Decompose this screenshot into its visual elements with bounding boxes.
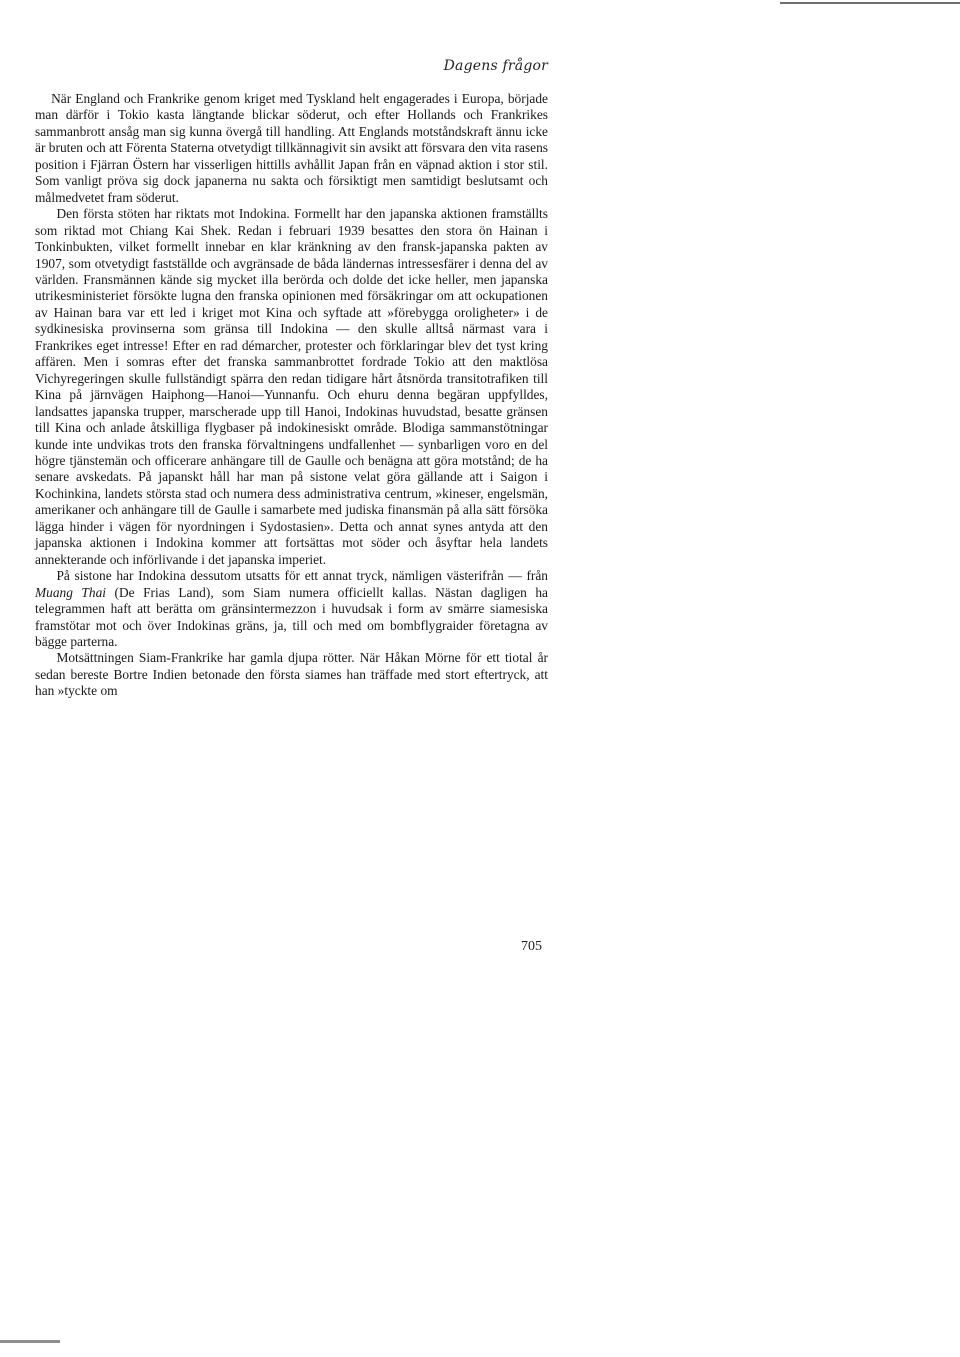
paragraph	[35, 650, 548, 699]
paragraph	[35, 91, 548, 206]
paragraph-text: Den första stöten har riktats mot Indokina. Formellt har den japanska aktionen framställts som riktad mot Chiang Kai Shek. Redan i februari 1939 besattes den stora ön Hainan i Tonkinbukten, vilket formellt innebar en klar kränkning av den fransk-japanska pakten av 1907, som otvetydigt fastställde och avgränsade de båda ländernas intressesfärer i denna del av världen. Fransmännen kände sig mycket illa berörda och dolde det icke heller, men japanska utrikesministeriet försökte lugna den franska opinionen med försäkringar om att ockupationen av Hainan bara var ett led i kriget mot Kina och syftade att »förebygga oroligheter» i de sydkinesiska provinserna som gränsa till Indokina — den skulle alltså närmast vara i Frankrikes eget intresse! Efter en rad démarcher, protester och förklaringar blev det tyst kring affären. Men i somras efter det franska sammanbrottet fordrade Tokio att den maktlösa Vichyregeringen skulle fullständigt spärra den redan tidigare hårt åtsnörda transitotrafiken till Kina på järnvägen Haiphong—Hanoi—Yunnanfu. Och ehuru denna begäran uppfylldes, landsattes japanska trupper, marscherade upp till Hanoi, Indokinas huvudstad, besatte gränsen till Kina och anlade åtskilliga flygbaser på indokinesiskt område. Blodiga sammanstötningar kunde inte undvikas trots den franska förvaltningens undfallenhet — synbarligen voro en del högre tjänstemän och officerare anhängare till de Gaulle och benägna att göra motstånd; de ha senare avskedats. På japanskt håll har man på sistone velat göra gällande att i Saigon i Kochinkina, landets största stad och numera dess administrativa centrum, »kineser, engelsmän, amerikaner och anhängare till de Gaulle i samarbete med judiska finansmän på alla sätt försöka lägga hinder i vägen för nyordningen i Sydostasien». Detta och annat synes antyda att den japanska aktionen i Indokina kommer att fortsättas mot söder och åsyftar hela landets annekterande och införlivande i det japanska imperiet.	[35, 206, 548, 567]
article-body	[35, 91, 548, 700]
scan-edge-mark	[780, 2, 960, 4]
paragraph-text: Motsättningen Siam-Frankrike har gamla djupa rötter. När Håkan Mörne för ett tiotal år sedan bereste Bortre Indien betonade den första siames han träffade med stort eftertryck, att han »tyckte om	[35, 650, 548, 699]
page-number: 705	[521, 939, 542, 954]
paragraph-text: (De Frias Land), som Siam numera officiellt kallas. Nästan dagligen ha telegrammen haft att berätta om gränsintermezzon i huvudsak i form av smärre siamesiska framstötar mot och över Indokinas gräns, ja, till och med om bombflygraider företagna av bägge parterna.	[35, 584, 549, 649]
paragraph-text: På sistone har Indokina dessutom utsatts för ett annat tryck, nämligen västerifrån — från	[56, 568, 548, 584]
scan-edge-mark	[0, 1340, 60, 1343]
paragraph	[35, 206, 548, 568]
italic-name: Muang Thai	[35, 584, 106, 600]
paragraph	[35, 568, 548, 650]
running-head: Dagens frågor	[443, 58, 548, 74]
paragraph-text: När England och Frankrike genom kriget med Tyskland helt engagerades i Europa, började man därför i Tokio kasta längtande blickar söderut, och efter Hollands och Frankrikes sammanbrott ansåg man sig kunna övergå till handling. Att Englands motståndskraft ännu icke är bruten och att Förenta Staterna otvetydigt tillkännagivit sin avsikt att försvara den vita rasens position i Fjärran Östern har visserligen hittills avhållit Japan från en väpnad aktion i stor stil. Som vanligt pröva sig dock japanerna nu sakta och försiktigt men samtidigt beslutsamt och målmedvetet fram söderut.	[35, 91, 548, 205]
